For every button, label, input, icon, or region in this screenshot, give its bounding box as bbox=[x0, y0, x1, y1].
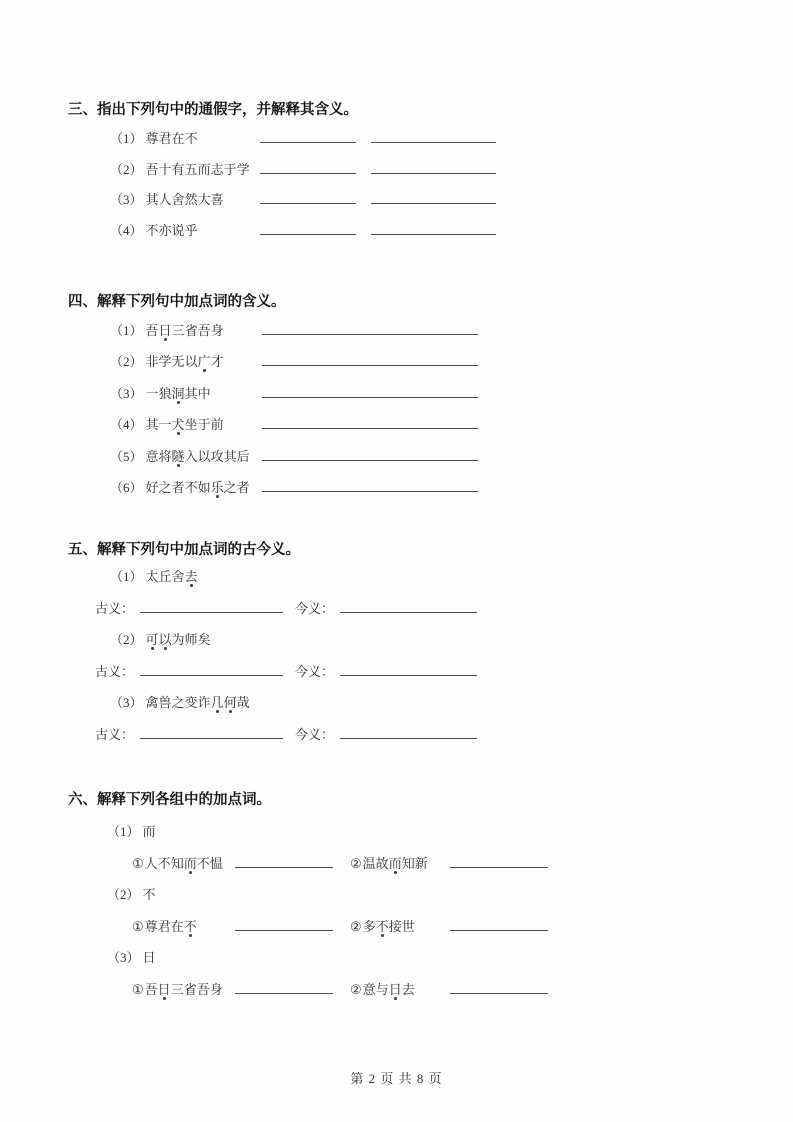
char: 喜 bbox=[210, 192, 224, 208]
char: 于 bbox=[197, 417, 211, 433]
char: 师 bbox=[184, 632, 198, 648]
char: 君 bbox=[158, 131, 172, 146]
char: 意 bbox=[362, 981, 376, 997]
group-header bbox=[68, 816, 773, 848]
circled-number: ② bbox=[350, 855, 362, 871]
question-text bbox=[110, 185, 260, 216]
group-number: （3） bbox=[107, 950, 140, 965]
char: 志 bbox=[210, 161, 224, 177]
circled-number: ① bbox=[132, 855, 144, 871]
answer-blank-line bbox=[371, 160, 496, 174]
emphasized-char: 日 bbox=[157, 981, 171, 997]
item-number: （3） bbox=[110, 695, 143, 711]
char: 非 bbox=[145, 354, 159, 370]
question-text bbox=[132, 911, 235, 943]
answer-blank-line bbox=[371, 221, 496, 235]
section-three-title: 三、指出下列句中的通假字，并解释其含义。 bbox=[68, 102, 358, 118]
section-four-title: 四、解释下列句中加点词的含义。 bbox=[68, 294, 286, 310]
char: 然 bbox=[184, 192, 198, 208]
item-number: （5） bbox=[110, 448, 143, 464]
answer-blank-line bbox=[262, 415, 478, 429]
question-item bbox=[68, 561, 773, 593]
item-number: （2） bbox=[110, 632, 143, 648]
char: 之 bbox=[223, 479, 237, 495]
char: 于 bbox=[223, 161, 237, 177]
question-item bbox=[68, 378, 773, 409]
char: 前 bbox=[210, 417, 224, 433]
char: 以 bbox=[184, 354, 198, 370]
char: 大 bbox=[197, 192, 211, 208]
section-five-items bbox=[68, 561, 773, 751]
char: 坐 bbox=[184, 417, 198, 433]
char: 吾 bbox=[144, 981, 158, 997]
char: 矣 bbox=[197, 632, 211, 648]
question-text bbox=[110, 346, 262, 377]
answer-blank-line bbox=[262, 478, 478, 492]
char: 人 bbox=[158, 192, 172, 208]
char: 在 bbox=[170, 918, 184, 934]
emphasized-char: 何 bbox=[223, 695, 237, 711]
char: 为 bbox=[171, 632, 185, 648]
char: 温 bbox=[362, 855, 376, 871]
answer-blank-line bbox=[340, 599, 477, 613]
item-number: （1） bbox=[110, 569, 143, 584]
group-word: 而 bbox=[142, 824, 156, 839]
char: 其 bbox=[223, 448, 237, 464]
char: 其 bbox=[145, 192, 159, 208]
answer-blank-line bbox=[140, 599, 283, 613]
question-text bbox=[110, 378, 262, 409]
question-item bbox=[68, 155, 773, 186]
answer-blank-line bbox=[260, 160, 356, 174]
char: 接 bbox=[388, 918, 402, 934]
char: 无 bbox=[171, 354, 185, 370]
item-number: （3） bbox=[110, 385, 143, 401]
question-text bbox=[350, 974, 450, 1006]
emphasized-char: 犬 bbox=[171, 417, 185, 433]
char: 其 bbox=[184, 385, 198, 401]
char: 不 bbox=[184, 131, 198, 146]
answer-blank-line bbox=[450, 917, 548, 931]
emphasized-char: 而 bbox=[183, 855, 197, 871]
char: 省 bbox=[183, 981, 197, 997]
char: 身 bbox=[209, 981, 223, 997]
char: 不 bbox=[196, 855, 210, 871]
question-text bbox=[110, 155, 260, 186]
char: 入 bbox=[184, 448, 198, 464]
emphasized-char: 日 bbox=[388, 981, 402, 997]
item-number: （6） bbox=[110, 479, 143, 495]
char: 吾 bbox=[196, 981, 210, 997]
group-number: （1） bbox=[107, 824, 140, 839]
char: 不 bbox=[157, 855, 171, 871]
char: 之 bbox=[158, 479, 172, 495]
question-text bbox=[132, 974, 235, 1006]
char: 新 bbox=[414, 855, 428, 871]
char: 尊 bbox=[144, 918, 158, 934]
char: 亦 bbox=[158, 223, 172, 239]
char: 将 bbox=[158, 448, 172, 464]
char: 与 bbox=[375, 981, 389, 997]
char: 一 bbox=[145, 385, 159, 401]
emphasized-char: 以 bbox=[158, 632, 172, 648]
answer-blank-line bbox=[140, 662, 283, 676]
char: 吾 bbox=[145, 323, 159, 338]
item-number: （2） bbox=[110, 161, 143, 177]
char: 中 bbox=[197, 385, 211, 401]
emphasized-char: 乐 bbox=[210, 479, 224, 495]
circled-number: ① bbox=[132, 981, 144, 997]
modern-meaning-label: 今义： bbox=[295, 600, 335, 616]
emphasized-char: 隧 bbox=[171, 448, 185, 464]
group-pair-row bbox=[68, 848, 773, 880]
char: 学 bbox=[158, 354, 172, 370]
char: 多 bbox=[362, 918, 376, 934]
group-pair-row bbox=[68, 974, 773, 1006]
char: 狼 bbox=[158, 385, 172, 401]
item-number: （1） bbox=[110, 323, 143, 338]
char: 兽 bbox=[158, 695, 172, 711]
char: 知 bbox=[401, 855, 415, 871]
char: 不 bbox=[145, 223, 159, 239]
emphasized-char: 日 bbox=[158, 323, 172, 338]
char: 好 bbox=[145, 479, 159, 495]
emphasized-char: 不 bbox=[183, 918, 197, 934]
group-word: 日 bbox=[142, 950, 156, 965]
answer-blank-line bbox=[262, 447, 478, 461]
char: 者 bbox=[171, 479, 185, 495]
question-item bbox=[68, 185, 773, 216]
char: 故 bbox=[375, 855, 389, 871]
char: 后 bbox=[236, 448, 250, 464]
char: 乎 bbox=[184, 223, 198, 239]
item-number: （3） bbox=[110, 192, 143, 208]
char: 其 bbox=[145, 417, 159, 433]
char: 十 bbox=[158, 161, 172, 177]
answer-blank-line bbox=[262, 352, 478, 366]
char: 吾 bbox=[197, 323, 211, 338]
answer-blank-line bbox=[340, 662, 477, 676]
char: 君 bbox=[157, 918, 171, 934]
answer-blank-line bbox=[235, 917, 333, 931]
section-five-title: 五、解释下列句中加点词的古今义。 bbox=[68, 542, 300, 558]
group-word: 不 bbox=[142, 887, 156, 902]
ancient-modern-row bbox=[68, 593, 773, 625]
circled-number: ① bbox=[132, 918, 144, 934]
char: 禽 bbox=[145, 695, 159, 711]
char: 人 bbox=[144, 855, 158, 871]
char: 知 bbox=[170, 855, 184, 871]
ancient-modern-row bbox=[68, 719, 773, 751]
char: 一 bbox=[158, 417, 172, 433]
answer-blank-line bbox=[140, 725, 283, 739]
group-number: （2） bbox=[107, 887, 140, 902]
emphasized-char: 去 bbox=[184, 569, 198, 584]
char: 三 bbox=[170, 981, 184, 997]
emphasized-char: 广 bbox=[197, 354, 211, 370]
answer-blank-line bbox=[262, 321, 478, 335]
answer-blank-line bbox=[450, 854, 548, 868]
char: 才 bbox=[210, 354, 224, 370]
char: 学 bbox=[236, 161, 250, 177]
char: 丘 bbox=[158, 569, 172, 584]
ancient-modern-row bbox=[68, 656, 773, 688]
section-six-title: 六、解释下列各组中的加点词。 bbox=[68, 792, 271, 808]
answer-blank-line bbox=[262, 384, 478, 398]
question-item bbox=[68, 687, 773, 719]
answer-blank-line bbox=[450, 980, 548, 994]
char: 身 bbox=[210, 323, 224, 338]
ancient-meaning-label: 古义： bbox=[95, 726, 135, 742]
char: 者 bbox=[236, 479, 250, 495]
question-text bbox=[110, 409, 262, 440]
answer-blank-line bbox=[260, 190, 356, 204]
char: 说 bbox=[171, 223, 185, 239]
char: 舍 bbox=[171, 569, 185, 584]
answer-blank-line bbox=[260, 129, 356, 143]
question-item bbox=[68, 124, 773, 155]
page-number-footer: 第 2 页 共 8 页 bbox=[350, 1071, 443, 1086]
group-header bbox=[68, 942, 773, 974]
answer-blank-line bbox=[371, 190, 496, 204]
question-item bbox=[68, 472, 773, 503]
emphasized-char: 不 bbox=[375, 918, 389, 934]
char: 意 bbox=[145, 448, 159, 464]
question-item bbox=[68, 409, 773, 440]
char: 愠 bbox=[209, 855, 223, 871]
section-six-groups bbox=[68, 816, 773, 1005]
circled-number: ② bbox=[350, 981, 362, 997]
char: 吾 bbox=[145, 161, 159, 177]
modern-meaning-label: 今义： bbox=[295, 663, 335, 679]
group-pair-row bbox=[68, 911, 773, 943]
question-text bbox=[132, 848, 235, 880]
question-item bbox=[68, 346, 773, 377]
char: 省 bbox=[184, 323, 198, 338]
char: 不 bbox=[184, 479, 198, 495]
char: 五 bbox=[184, 161, 198, 177]
section-four-items bbox=[68, 315, 773, 503]
question-text bbox=[110, 315, 262, 346]
question-text bbox=[110, 216, 260, 247]
question-item bbox=[68, 216, 773, 247]
emphasized-char: 可 bbox=[145, 632, 159, 648]
char: 尊 bbox=[145, 131, 159, 146]
char: 哉 bbox=[236, 695, 250, 711]
circled-number: ② bbox=[350, 918, 362, 934]
group-header bbox=[68, 879, 773, 911]
ancient-meaning-label: 古义： bbox=[95, 663, 135, 679]
char: 去 bbox=[401, 981, 415, 997]
char: 而 bbox=[197, 161, 211, 177]
question-text bbox=[110, 472, 262, 503]
answer-blank-line bbox=[235, 980, 333, 994]
item-number: （4） bbox=[110, 417, 143, 433]
modern-meaning-label: 今义： bbox=[295, 726, 335, 742]
section-three-items bbox=[68, 124, 773, 247]
char: 如 bbox=[197, 479, 211, 495]
question-item bbox=[68, 441, 773, 472]
char: 三 bbox=[171, 323, 185, 338]
char: 世 bbox=[401, 918, 415, 934]
question-text bbox=[350, 848, 450, 880]
char: 攻 bbox=[210, 448, 224, 464]
char: 在 bbox=[171, 131, 185, 146]
char: 诈 bbox=[197, 695, 211, 711]
question-text bbox=[110, 441, 262, 472]
ancient-meaning-label: 古义： bbox=[95, 600, 135, 616]
answer-blank-line bbox=[235, 854, 333, 868]
answer-blank-line bbox=[371, 129, 496, 143]
item-number: （4） bbox=[110, 223, 143, 239]
answer-blank-line bbox=[260, 221, 356, 235]
question-item bbox=[68, 315, 773, 346]
char: 之 bbox=[171, 695, 185, 711]
item-number: （1） bbox=[110, 131, 143, 146]
char: 变 bbox=[184, 695, 198, 711]
emphasized-char: 几 bbox=[210, 695, 224, 711]
emphasized-char: 而 bbox=[388, 855, 402, 871]
char: 以 bbox=[197, 448, 211, 464]
question-text bbox=[110, 124, 260, 155]
emphasized-char: 洞 bbox=[171, 385, 185, 401]
answer-blank-line bbox=[340, 725, 477, 739]
char: 有 bbox=[171, 161, 185, 177]
item-number: （2） bbox=[110, 354, 143, 370]
char: 太 bbox=[145, 569, 159, 584]
question-text bbox=[350, 911, 450, 943]
char: 舍 bbox=[171, 192, 185, 208]
question-item bbox=[68, 624, 773, 656]
